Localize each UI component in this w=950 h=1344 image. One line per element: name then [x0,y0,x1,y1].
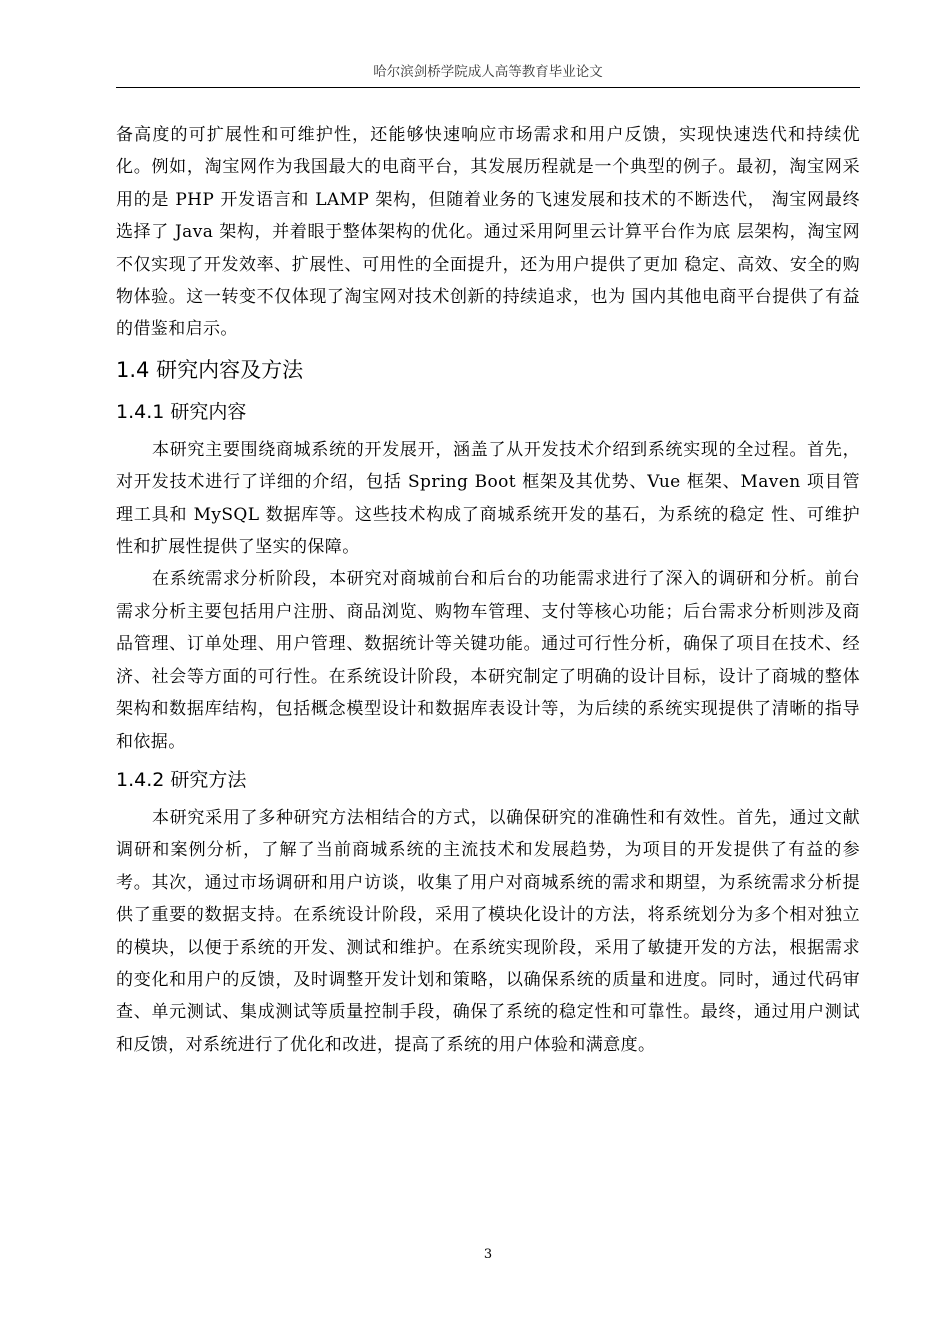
subsection-heading-1-4-1: 1.4.1 研究内容 [116,400,247,423]
paragraph-research-content-2: 在系统需求分析阶段，本研究对商城前台和后台的功能需求进行了深入的调研和分析。前台需求分析主要包括用户注册、商品浏览、购物车管理、支付等核心功能；后台需求分析则涉及商品管理、订单处理、用户管理、数据统计等关键功能。通过可行性分析，确保了项目在技术、经济、社会等方面的可行性。在系统设计阶段，本研究制定了明确的设计目标，设计了商城的整体架构和数据库结构，包括概念模型设计和数据库表设计等，为后续的系统实现提供了清晰的指导和依据。 [116,569,860,752]
subsection-heading-1-4-2: 1.4.2 研究方法 [116,768,247,791]
running-header: 哈尔滨剑桥学院成人高等教育毕业论文 [373,64,603,80]
section-heading-1-4: 1.4 研究内容及方法 [116,357,304,382]
paragraph-research-content-1: 本研究主要围绕商城系统的开发展开，涵盖了从开发技术介绍到系统实现的全过程。首先，对开发技术进行了详细的介绍，包括 Spring Boot 框架及其优势、Vue 框架、Maven 项目管理工具和 MySQL 数据库等。这些技术构成了商城系统开发的基石，为系统的稳定 性、可维护性和扩展性提供了坚实的保障。 [116,439,860,558]
page-number: 3 [483,1247,493,1262]
page-body [116,119,860,1061]
paragraph-intro: 备高度的可扩展性和可维护性，还能够快速响应市场需求和用户反馈，实现快速迭代和持续优化。例如，淘宝网作为我国最大的电商平台，其发展历程就是一个典型的例子。最初，淘宝网采用的是 PHP 开发语言和 LAMP 架构，但随着业务的飞速发展和技术的不断迭代， 淘宝网最终选择了 Java 架构，并着眼于整体架构的优化。通过采用阿里云计算平台作为底 层架构，淘宝网不仅实现了开发效率、扩展性、可用性的全面提升，还为用户提供了更加 稳定、高效、安全的购物体验。这一转变不仅体现了淘宝网对技术创新的持续追求，也为 国内其他电商平台提供了有益的借鉴和启示。 [116,125,860,340]
paragraph-research-method: 本研究采用了多种研究方法相结合的方式，以确保研究的准确性和有效性。首先，通过文献调研和案例分析，了解了当前商城系统的主流技术和发展趋势，为项目的开发提供了有益的参考。其次，通过市场调研和用户访谈，收集了用户对商城系统的需求和期望，为系统需求分析提供了重要的数据支持。在系统设计阶段，采用了模块化设计的方法，将系统划分为多个相对独立的模块，以便于系统的开发、测试和维护。在系统实现阶段，采用了敏捷开发的方法，根据需求的变化和用户的反馈，及时调整开发计划和策略，以确保系统的质量和进度。同时，通过代码审查、单元测试、集成测试等质量控制手段，确保了系统的稳定性和可靠性。最终，通过用户测试和反馈，对系统进行了优化和改进，提高了系统的用户体验和满意度。 [116,807,860,1055]
header-divider [116,87,860,88]
